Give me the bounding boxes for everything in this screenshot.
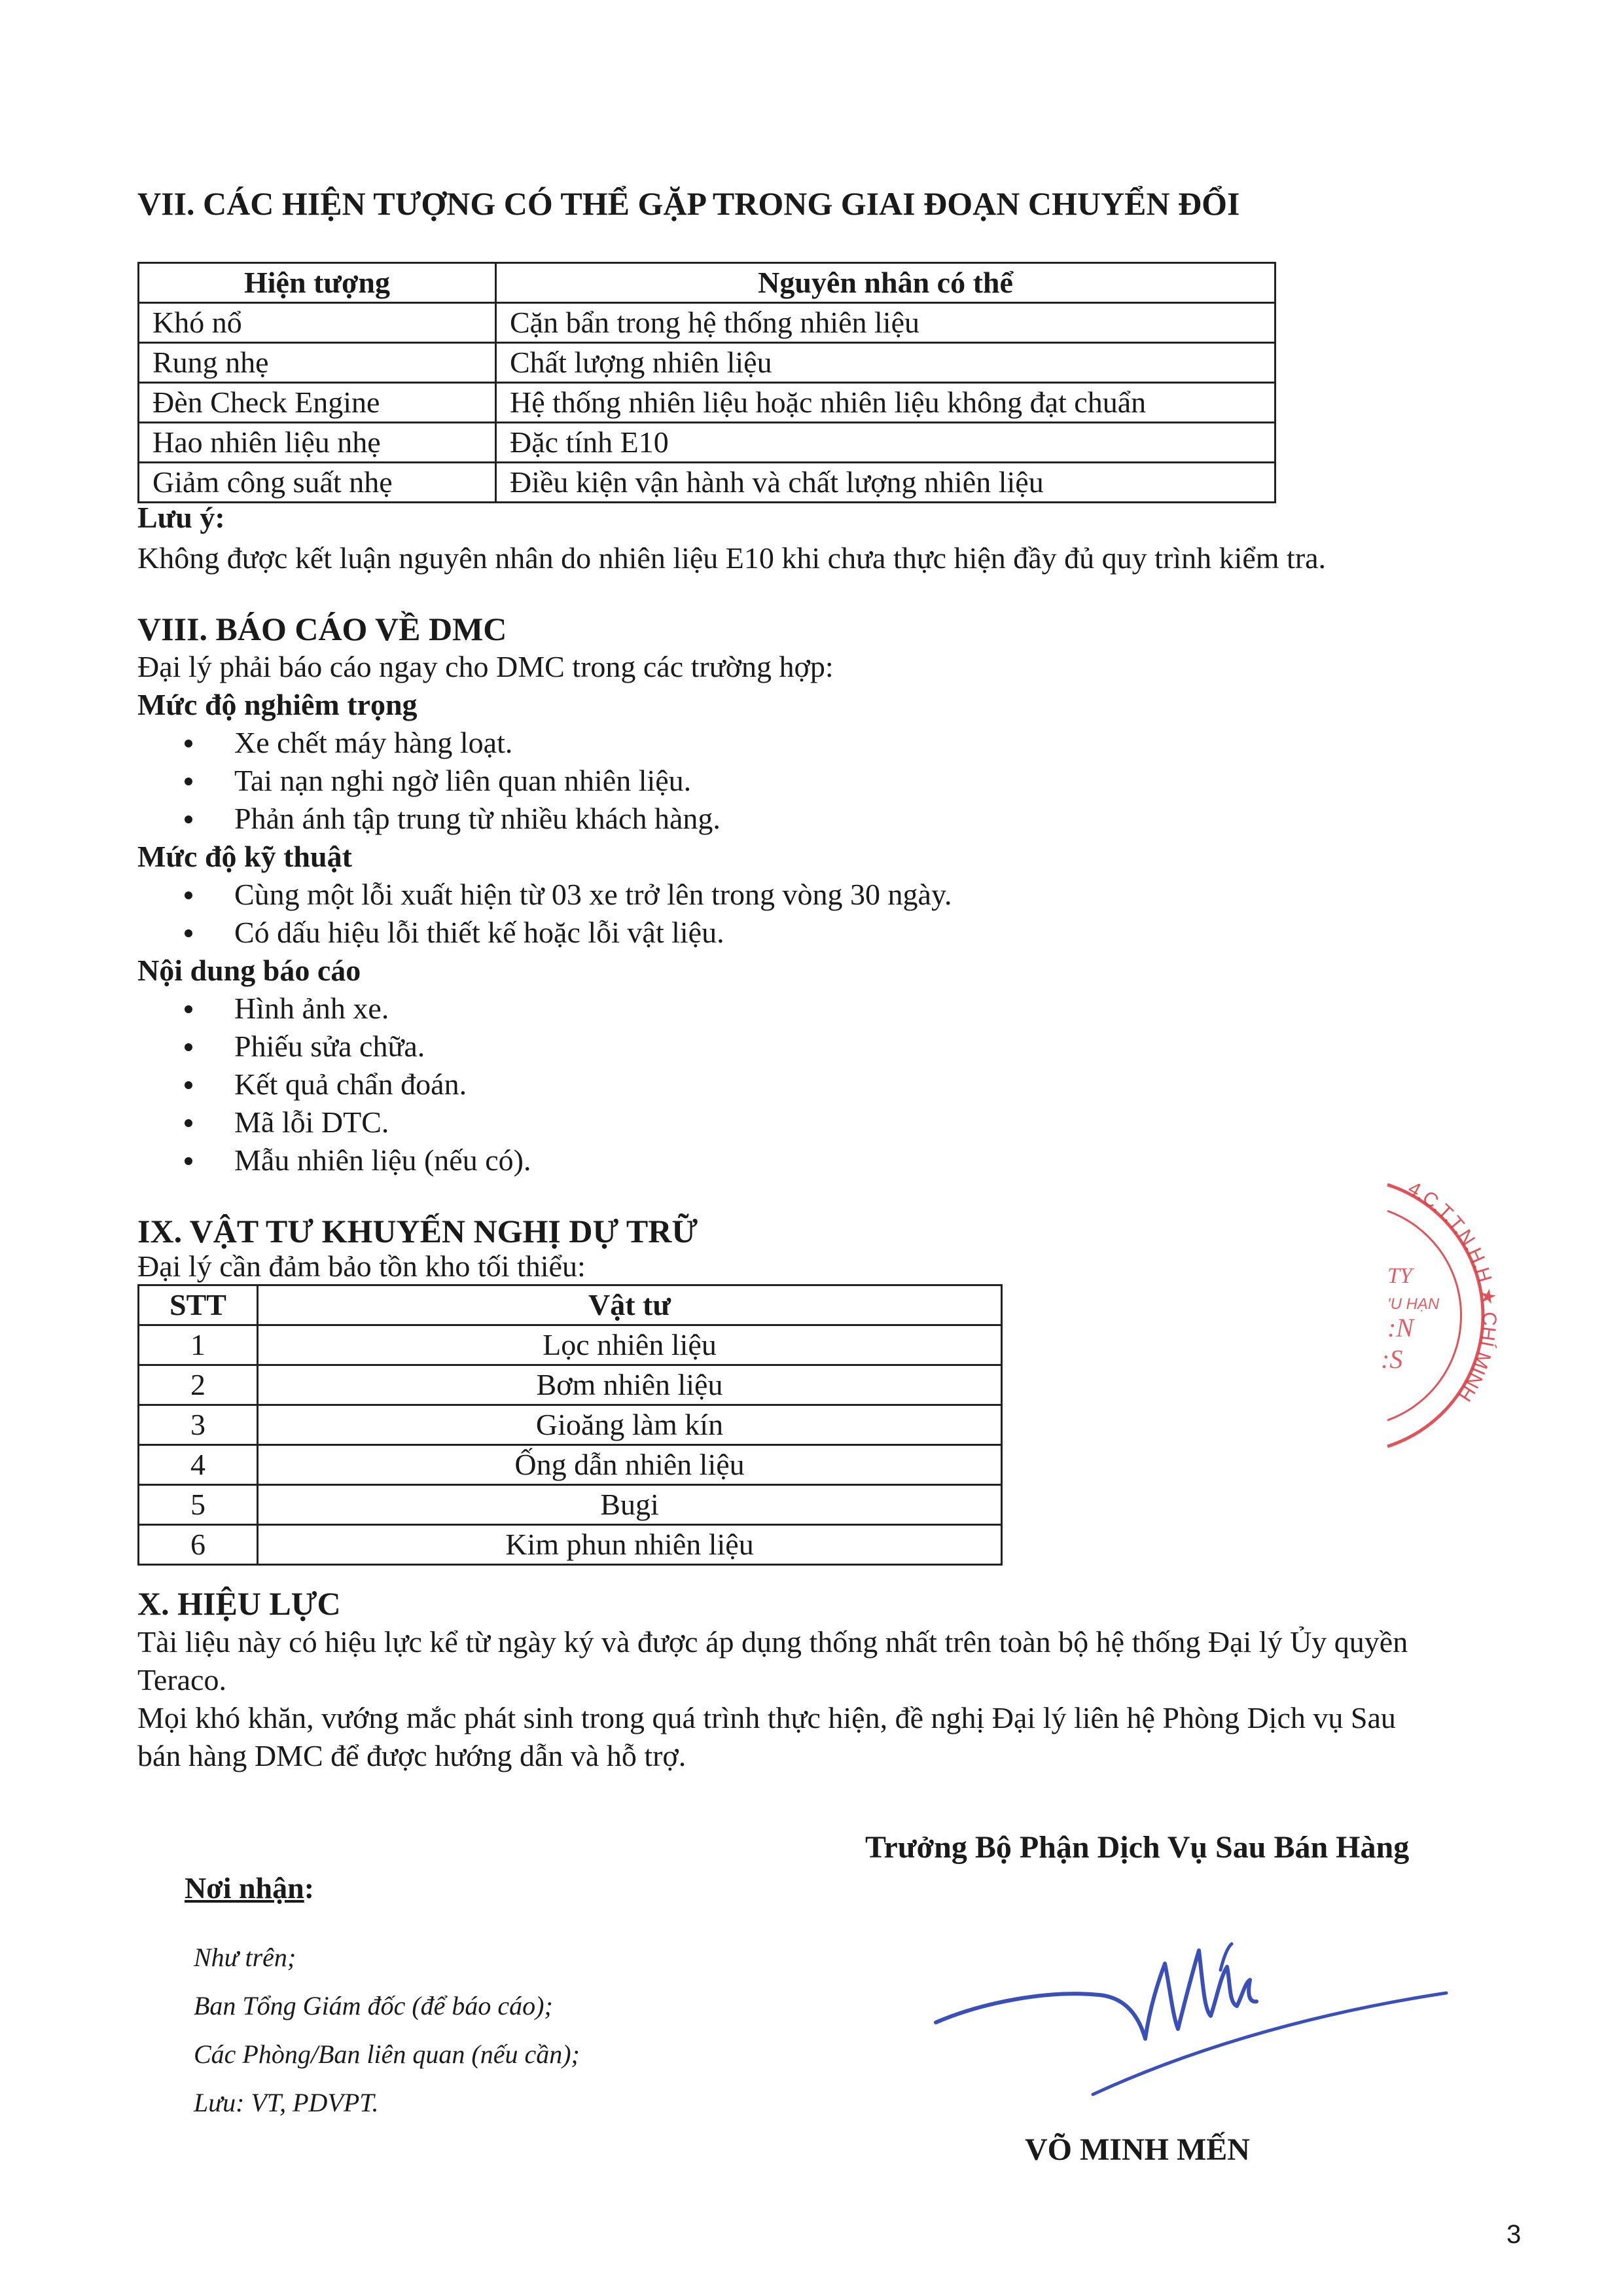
- symptoms-table-wrap: [137, 262, 1276, 503]
- list-item: [137, 724, 1512, 762]
- stamp-seal-icon: [1361, 1165, 1538, 1453]
- section-7-title: VII. CÁC HIỆN TƯỢNG CÓ THỂ GẶP TRONG GIAI ĐOẠN CHUYỂN ĐỔI: [137, 185, 1240, 222]
- section-10: [137, 1584, 1544, 1775]
- section-10-para1-line2: Teraco.: [137, 1663, 226, 1696]
- bullet-icon: [185, 1043, 192, 1051]
- table-cell: 2: [139, 1365, 258, 1405]
- list-item: [137, 914, 1512, 952]
- svg-text:4.C.T.T.N.H.H ★ CHÍ MINH: 4.C.T.T.N.H.H ★ CHÍ MINH: [1404, 1177, 1501, 1405]
- technical-list: [137, 876, 1512, 952]
- group-label-technical: Mức độ kỹ thuật: [137, 840, 352, 873]
- bullet-icon: [185, 929, 192, 937]
- table-cell: Khó nổ: [139, 303, 496, 343]
- table-cell: 1: [139, 1325, 258, 1365]
- table-row: [139, 1445, 1002, 1485]
- table-cell: 6: [139, 1525, 258, 1565]
- list-item: [137, 990, 1512, 1028]
- table-row: [139, 1525, 1002, 1565]
- signature-scribble-icon: [929, 1918, 1453, 2127]
- svg-text::N: :N: [1387, 1313, 1414, 1342]
- bullet-icon: [185, 891, 192, 899]
- list-item-text: Hình ảnh xe.: [234, 992, 389, 1025]
- list-item-text: Kết quả chẩn đoán.: [234, 1067, 467, 1101]
- section-9: [137, 1212, 698, 1283]
- table-header-row: [139, 1285, 1002, 1325]
- table-cell: Gioăng làm kín: [258, 1405, 1002, 1445]
- table-cell: Bơm nhiên liệu: [258, 1365, 1002, 1405]
- table-row: [139, 343, 1275, 383]
- table-row: [139, 1405, 1002, 1445]
- list-item: [137, 1141, 1512, 1179]
- signer-position: Trưởng Bộ Phận Dịch Vụ Sau Bán Hàng: [865, 1830, 1410, 1865]
- list-item-text: Mã lỗi DTC.: [234, 1105, 389, 1139]
- table-row: [139, 1485, 1002, 1525]
- section-9-intro: Đại lý cần đảm bảo tồn kho tối thiểu:: [137, 1249, 586, 1283]
- list-item-text: Xe chết máy hàng loạt.: [234, 726, 513, 759]
- column-header: STT: [139, 1285, 258, 1325]
- list-item: [137, 800, 1512, 838]
- list-item: [137, 1066, 1512, 1103]
- report-content-list: [137, 990, 1512, 1179]
- table-cell: Hệ thống nhiên liệu hoặc nhiên liệu không đạt chuẩn: [496, 383, 1275, 423]
- bullet-icon: [185, 1119, 192, 1127]
- section-10-para2-line2: bán hàng DMC để được hướng dẫn và hỗ trợ.: [137, 1739, 687, 1772]
- recipients-label: Nơi nhận: [185, 1871, 304, 1905]
- signature-title: [865, 1829, 1409, 1867]
- section-8-intro: Đại lý phải báo cáo ngay cho DMC trong các trường hợp:: [137, 650, 834, 683]
- table-cell: 5: [139, 1485, 258, 1525]
- recipient-item: Các Phòng/Ban liên quan (nếu cần);: [194, 2039, 580, 2069]
- note-block: [137, 499, 1326, 577]
- table-cell: Kim phun nhiên liệu: [258, 1525, 1002, 1565]
- recipient-item: Lưu: VT, PDVPT.: [194, 2088, 379, 2117]
- page-number-block: [1507, 2220, 1521, 2250]
- table-cell: Hao nhiên liệu nhẹ: [139, 423, 496, 463]
- table-cell: Lọc nhiên liệu: [258, 1325, 1002, 1365]
- section-10-para1-line1: Tài liệu này có hiệu lực kể từ ngày ký và được áp dụng thống nhất trên toàn bộ hệ thống Đại lý Ủy quyền: [137, 1625, 1408, 1659]
- company-stamp: [1361, 1165, 1538, 1453]
- table-header-row: [139, 263, 1275, 303]
- symptoms-table: [137, 262, 1276, 503]
- bullet-icon: [185, 778, 192, 785]
- table-cell: Rung nhẹ: [139, 343, 496, 383]
- recipient-item: Ban Tổng Giám đốc (để báo cáo);: [194, 1991, 553, 2020]
- note-label: Lưu ý:: [137, 501, 225, 534]
- recipient-item: Như trên;: [194, 1943, 296, 1972]
- column-header: Nguyên nhân có thể: [496, 263, 1275, 303]
- section-10-para2-line1: Mọi khó khăn, vướng mắc phát sinh trong quá trình thực hiện, đề nghị Đại lý liên hệ Phòng Dịch vụ Sau: [137, 1701, 1396, 1734]
- section-8-title: VIII. BÁO CÁO VỀ DMC: [137, 611, 507, 647]
- svg-text:TY: TY: [1387, 1264, 1412, 1288]
- section-9-title: IX. VẬT TƯ KHUYẾN NGHỊ DỰ TRỮ: [137, 1213, 698, 1249]
- bullet-icon: [185, 1081, 192, 1089]
- bullet-icon: [185, 1157, 192, 1165]
- supplies-table-wrap: [137, 1284, 1003, 1566]
- bullet-icon: [185, 1005, 192, 1013]
- severity-list: [137, 724, 1512, 838]
- table-row: [139, 423, 1275, 463]
- svg-text::S: :S: [1381, 1344, 1403, 1374]
- column-header: Vật tư: [258, 1285, 1002, 1325]
- bullet-icon: [185, 816, 192, 823]
- signer-name-block: [1025, 2131, 1250, 2169]
- table-cell: Điều kiện vận hành và chất lượng nhiên liệu: [496, 463, 1275, 503]
- list-item-text: Cùng một lỗi xuất hiện từ 03 xe trở lên trong vòng 30 ngày.: [234, 878, 952, 911]
- table-cell: Chất lượng nhiên liệu: [496, 343, 1275, 383]
- list-item-text: Phản ánh tập trung từ nhiều khách hàng.: [234, 802, 721, 835]
- list-item-text: Có dấu hiệu lỗi thiết kế hoặc lỗi vật liệu.: [234, 916, 724, 949]
- list-item-text: Mẫu nhiên liệu (nếu có).: [234, 1143, 531, 1177]
- table-cell: 3: [139, 1405, 258, 1445]
- section-7: [137, 185, 1240, 223]
- signer-name: VÕ MINH MẾN: [1025, 2132, 1250, 2167]
- list-item: [137, 762, 1512, 800]
- table-cell: Ống dẫn nhiên liệu: [258, 1445, 1002, 1485]
- list-item-text: Phiếu sửa chữa.: [234, 1030, 425, 1063]
- group-label-severity: Mức độ nghiêm trọng: [137, 688, 418, 721]
- list-item: [137, 876, 1512, 914]
- table-row: [139, 1325, 1002, 1365]
- group-label-report-content: Nội dung báo cáo: [137, 954, 361, 987]
- table-row: [139, 303, 1275, 343]
- table-row: [139, 1365, 1002, 1405]
- column-header: Hiện tượng: [139, 263, 496, 303]
- section-8: [137, 610, 1512, 1179]
- list-item: [137, 1028, 1512, 1066]
- table-row: [139, 463, 1275, 503]
- list-item-text: Tai nạn nghi ngờ liên quan nhiên liệu.: [234, 764, 692, 797]
- bullet-icon: [185, 740, 192, 747]
- recipients-colon: :: [304, 1871, 315, 1905]
- recipients-block: [185, 1869, 580, 2127]
- table-cell: Cặn bẩn trong hệ thống nhiên liệu: [496, 303, 1275, 343]
- section-10-title: X. HIỆU LỰC: [137, 1585, 341, 1622]
- handwritten-signature: [929, 1918, 1453, 2127]
- svg-text:'U HẠN: 'U HẠN: [1387, 1295, 1440, 1313]
- page-number: 3: [1507, 2220, 1522, 2249]
- supplies-table: [137, 1284, 1003, 1566]
- note-text: Không được kết luận nguyên nhân do nhiên liệu E10 khi chưa thực hiện đầy đủ quy trình kiểm tra.: [137, 541, 1327, 575]
- recipients-label-line: [185, 1869, 580, 1907]
- table-row: [139, 383, 1275, 423]
- list-item: [137, 1103, 1512, 1141]
- table-cell: Đèn Check Engine: [139, 383, 496, 423]
- table-cell: 4: [139, 1445, 258, 1485]
- table-cell: Giảm công suất nhẹ: [139, 463, 496, 503]
- table-cell: Đặc tính E10: [496, 423, 1275, 463]
- table-cell: Bugi: [258, 1485, 1002, 1525]
